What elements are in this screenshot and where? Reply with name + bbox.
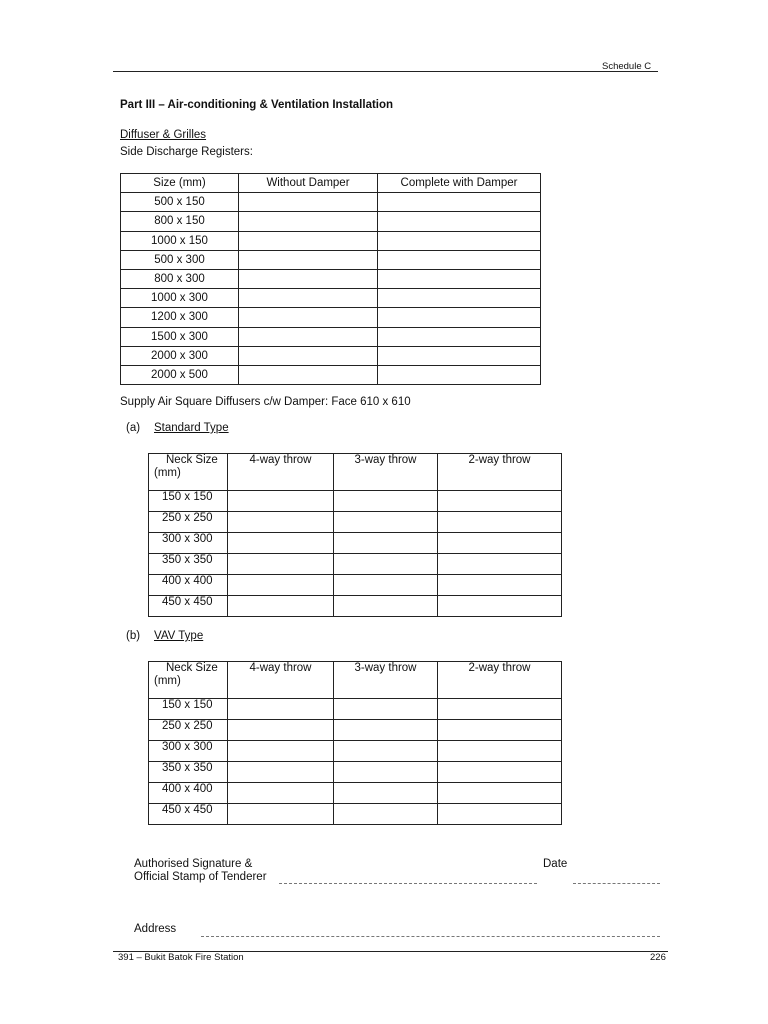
address-label: Address [134,923,177,935]
table-row [149,491,562,512]
table-row [149,596,562,617]
size-cell: 150 x 150 [149,491,228,512]
price-cell[interactable] [438,575,562,596]
price-cell[interactable] [228,741,334,762]
table-row [149,783,562,804]
column-header: 2-way throw [438,454,562,491]
column-header: Complete with Damper [378,174,541,193]
size-cell: 150 x 150 [149,699,228,720]
footer-project: 391 – Bukit Batok Fire Station [118,952,244,963]
size-cell: 350 x 350 [149,762,228,783]
standard-type-table [148,453,562,617]
column-header: Size (mm) [121,174,239,193]
price-cell[interactable] [334,554,438,575]
size-cell: 250 x 250 [149,512,228,533]
table-row [149,554,562,575]
price-cell[interactable] [334,512,438,533]
table-row [121,212,541,231]
table-row [149,762,562,783]
column-header: 3-way throw [334,662,438,699]
price-cell[interactable] [334,533,438,554]
size-cell: 1500 x 300 [121,327,239,346]
price-cell[interactable] [239,231,378,250]
price-cell[interactable] [228,512,334,533]
supply-diffusers-title: Supply Air Square Diffusers c/w Damper: Face 610 x 610 [120,396,411,408]
price-cell[interactable] [334,783,438,804]
price-cell[interactable] [438,596,562,617]
neck-size-header [149,454,228,491]
section-title: Diffuser & Grilles [120,129,207,141]
signature-label-line2: Official Stamp of Tenderer [134,871,267,883]
header-rule [113,71,658,72]
price-cell[interactable] [228,783,334,804]
column-header: 4-way throw [228,662,334,699]
table-row [149,575,562,596]
schedule-label: Schedule C [602,61,652,72]
price-cell[interactable] [438,720,562,741]
table-row [149,741,562,762]
vav-type-name: VAV Type [154,630,204,642]
price-cell[interactable] [228,575,334,596]
price-cell[interactable] [228,720,334,741]
standard-type-name: Standard Type [154,422,229,434]
page-number: 226 [650,952,666,963]
price-cell[interactable] [228,699,334,720]
size-cell: 500 x 150 [121,193,239,212]
size-cell: 350 x 350 [149,554,228,575]
price-cell[interactable] [228,491,334,512]
table-row [121,365,541,384]
column-header: 2-way throw [438,662,562,699]
table-row [121,231,541,250]
price-cell[interactable] [378,327,541,346]
price-cell[interactable] [378,193,541,212]
size-cell: 450 x 450 [149,596,228,617]
price-cell[interactable] [438,491,562,512]
table-row [121,193,541,212]
price-cell[interactable] [334,596,438,617]
size-cell: 500 x 300 [121,250,239,269]
price-cell[interactable] [378,365,541,384]
neck-size-line2: (mm) [154,467,181,479]
price-cell[interactable] [378,231,541,250]
price-cell[interactable] [239,327,378,346]
size-cell: 1000 x 300 [121,289,239,308]
price-cell[interactable] [334,575,438,596]
price-cell[interactable] [378,250,541,269]
price-cell[interactable] [438,804,562,825]
table-row [121,250,541,269]
signature-label [134,858,267,884]
size-cell: 450 x 450 [149,804,228,825]
neck-size-line1: Neck Size [166,662,218,674]
size-cell: 800 x 300 [121,269,239,288]
price-cell[interactable] [378,346,541,365]
date-label: Date [543,858,568,870]
neck-size-header [149,662,228,699]
price-cell[interactable] [438,741,562,762]
table-header-row [149,454,562,491]
price-cell[interactable] [239,365,378,384]
table-row [149,533,562,554]
price-cell[interactable] [334,804,438,825]
table-row [121,269,541,288]
table-row [149,699,562,720]
table-row [149,512,562,533]
table-row [121,289,541,308]
column-header: Without Damper [239,174,378,193]
price-cell[interactable] [334,741,438,762]
part-title: Part III – Air-conditioning & Ventilation Installation [120,99,394,111]
price-cell[interactable] [438,783,562,804]
standard-type-letter: (a) [126,422,141,434]
price-cell[interactable] [334,762,438,783]
table-row [149,720,562,741]
size-cell: 800 x 150 [121,212,239,231]
size-cell: 1200 x 300 [121,308,239,327]
price-cell[interactable] [438,554,562,575]
neck-size-line1: Neck Size [166,454,218,466]
price-cell[interactable] [239,193,378,212]
price-cell[interactable] [378,212,541,231]
price-cell[interactable] [438,533,562,554]
table-row [121,327,541,346]
price-cell[interactable] [334,491,438,512]
table-row [121,308,541,327]
price-cell[interactable] [228,762,334,783]
price-cell[interactable] [239,308,378,327]
price-cell[interactable] [228,533,334,554]
column-header: 4-way throw [228,454,334,491]
size-cell: 300 x 300 [149,741,228,762]
price-cell[interactable] [378,308,541,327]
size-cell: 300 x 300 [149,533,228,554]
price-cell[interactable] [438,699,562,720]
price-cell[interactable] [334,699,438,720]
size-cell: 1000 x 150 [121,231,239,250]
address-line[interactable] [201,936,660,937]
side-registers-table [120,173,541,385]
price-cell[interactable] [239,212,378,231]
price-cell[interactable] [239,250,378,269]
table-row [121,346,541,365]
signature-label-line1: Authorised Signature & [134,858,253,870]
vav-type-table [148,661,562,825]
price-cell[interactable] [438,762,562,783]
column-header: 3-way throw [334,454,438,491]
price-cell[interactable] [239,346,378,365]
price-cell[interactable] [334,720,438,741]
price-cell[interactable] [228,804,334,825]
table-header-row [149,662,562,699]
price-cell[interactable] [239,269,378,288]
signature-line[interactable] [279,883,537,884]
price-cell[interactable] [378,269,541,288]
size-cell: 400 x 400 [149,783,228,804]
price-cell[interactable] [228,596,334,617]
price-cell[interactable] [438,512,562,533]
size-cell: 2000 x 300 [121,346,239,365]
neck-size-line2: (mm) [154,675,181,687]
date-line[interactable] [573,883,660,884]
table-row [149,804,562,825]
side-registers-title: Side Discharge Registers: [120,146,253,158]
price-cell[interactable] [228,554,334,575]
price-cell[interactable] [239,289,378,308]
size-cell: 400 x 400 [149,575,228,596]
size-cell: 2000 x 500 [121,365,239,384]
price-cell[interactable] [378,289,541,308]
vav-type-letter: (b) [126,630,141,642]
table-header-row [121,174,541,193]
size-cell: 250 x 250 [149,720,228,741]
